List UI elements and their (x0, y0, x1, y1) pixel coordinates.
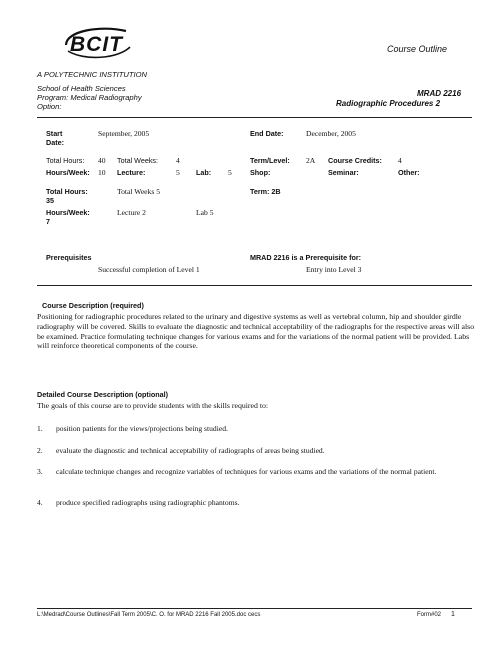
divider-middle (37, 285, 472, 286)
option-label: Option: (37, 102, 62, 111)
goal-text: produce specified radiographs using radiographic phantoms. (56, 498, 240, 507)
footer-form-number: Form#02 (417, 612, 442, 618)
bcit-logo (60, 25, 134, 67)
program-name: Program: Medical Radiography (37, 93, 142, 102)
term-level-value: 2A (306, 156, 316, 165)
hours-week-label: Hours/Week: (46, 168, 90, 177)
start-date-value: September, 2005 (98, 129, 150, 138)
course-description-heading: Course Description (required) (42, 301, 144, 310)
hours-week-label-b: Hours/Week: (46, 208, 90, 217)
total-hours-value: 40 (98, 156, 106, 165)
term-text-b: Term: 2B (250, 187, 281, 196)
seminar-label: Seminar: (328, 168, 359, 177)
school-name: School of Health Sciences (37, 84, 126, 93)
total-hours-value-b: 35 (46, 196, 54, 205)
hours-week-value: 10 (98, 168, 106, 177)
goal-number: 4. (37, 498, 43, 507)
goal-number: 3. (37, 467, 43, 476)
lecture-value: 5 (176, 168, 180, 177)
total-hours-label-b: Total Hours: (46, 187, 88, 196)
lab-value: 5 (228, 168, 232, 177)
start-date-label-1: Start (46, 129, 63, 138)
footer-page-number: 1 (451, 611, 455, 618)
goal-number: 2. (37, 446, 43, 455)
total-weeks-text-b: Total Weeks 5 (117, 187, 161, 196)
lab-label: Lab: (196, 168, 212, 177)
prerequisites-label: Prerequisites (46, 253, 92, 262)
prerequisite-for-label: MRAD 2216 is a Prerequisite for: (250, 253, 362, 262)
start-date-label-2: Date: (46, 138, 64, 147)
shop-label: Shop: (250, 168, 271, 177)
end-date-value: December, 2005 (306, 129, 356, 138)
lecture-text-b: Lecture 2 (117, 208, 146, 217)
total-weeks-label: Total Weeks: (117, 156, 159, 165)
lecture-label: Lecture: (117, 168, 146, 177)
lab-text-b: Lab 5 (196, 208, 214, 217)
total-hours-label: Total Hours: (46, 156, 85, 165)
course-title: Radiographic Procedures 2 (336, 99, 441, 108)
other-label: Other: (398, 168, 420, 177)
goal-text: position patients for the views/projections being studied. (56, 424, 228, 433)
term-level-label: Term/Level: (250, 156, 290, 165)
footer-file-path: L:\Medrad\Course Outlines\Fall Term 2005\C. O. for MRAD 2216 Fall 2005.doc cecs (37, 612, 261, 618)
footer-divider (37, 608, 472, 609)
detailed-description-heading: Detailed Course Description (optional) (37, 390, 168, 399)
goal-number: 1. (37, 424, 43, 433)
goal-text: calculate technique changes and recognize variables of techniques for various exams and the variations of the normal patient. (56, 467, 437, 476)
course-code: MRAD 2216 (417, 89, 462, 98)
detailed-description-intro: The goals of this course are to provide students with the skills required to: (37, 401, 269, 410)
end-date-label: End Date: (250, 129, 284, 138)
divider-top (37, 117, 472, 118)
logo-text: BCIT (70, 33, 123, 56)
total-weeks-value: 4 (176, 156, 180, 165)
institution-tagline: A POLYTECHNIC INSTITUTION (37, 70, 147, 79)
course-credits-label: Course Credits: (328, 156, 382, 165)
doc-type: Course Outline (387, 44, 448, 54)
prerequisite-for-value: Entry into Level 3 (306, 265, 362, 274)
prerequisites-value: Successful completion of Level 1 (98, 265, 200, 274)
goal-text: evaluate the diagnostic and technical acceptability of radiographs of areas being studied. (56, 446, 325, 455)
course-description-text: Positioning for radiographic procedures related to the urinary and digestive systems as well as vertebral column, hip and shoulder girdle radiography will be covered. Skills to evaluate the diagnostic and technical acceptability of the radiographs for the respective areas will also be examined. Practice formulating technique changes for various exams and for the variations of the normal patient will be provided. Labs will reinforce theoretical components of the course. (37, 312, 475, 351)
hours-week-value-b: 7 (46, 217, 50, 226)
course-credits-value: 4 (398, 156, 402, 165)
